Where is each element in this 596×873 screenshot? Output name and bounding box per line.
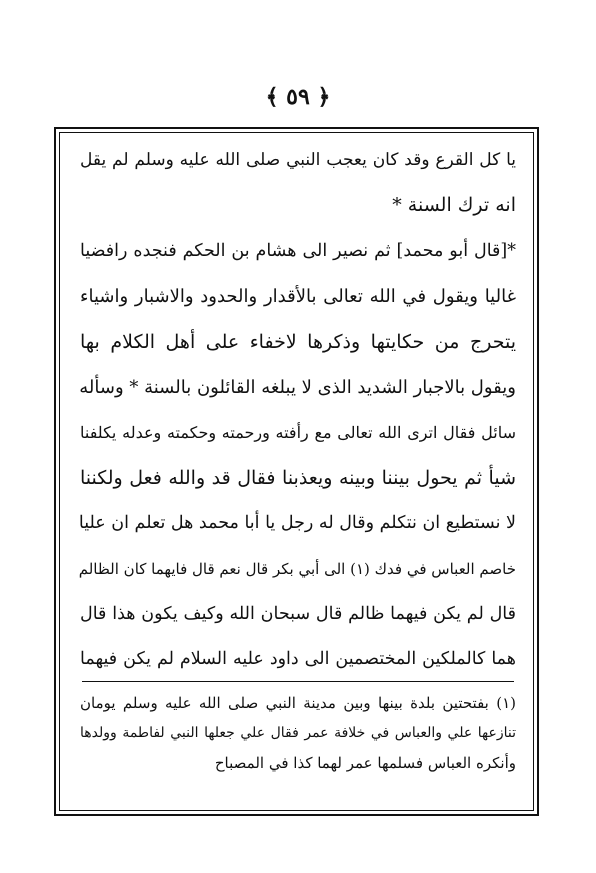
text-line: لا نستطيع ان نتكلم وقال له رجل يا أبا محمد هل تعلم ان عليا bbox=[78, 513, 516, 534]
footnote-divider bbox=[82, 681, 514, 682]
text-line: قال لم يكن فيهما ظالم قال سبحان الله وكيف يكون هذا قال bbox=[80, 603, 516, 624]
text-line: خاصم العباس في فدك (١) الى أبي بكر قال نعم قال فايهما كان الظالم bbox=[78, 559, 516, 578]
footnote-line: وأنكره العباس فسلمها عمر لهما كذا في المصباح bbox=[214, 754, 516, 772]
text-line: ويقول بالاجبار الشديد الذى لا يبلغه القائلون بالسنة * وسأله bbox=[79, 376, 516, 398]
text-line: سائل فقال اترى الله تعالى مع رأفته ورحمته وحكمته وعدله يكلفنا bbox=[80, 423, 516, 443]
main-text bbox=[80, 138, 516, 683]
text-line: هما كالملكين المختصمين الى داود عليه السلام لم يكن فيهما bbox=[80, 649, 516, 670]
text-line: يا كل القرع وقد كان يعجب النبي صلى الله عليه وسلم لم يقل bbox=[80, 150, 516, 170]
text-line: يتحرج من حكايتها وذكرها لاخفاء على أهل الكلام بها bbox=[80, 330, 516, 353]
text-line: شيأ ثم يحول بيننا وبينه ويعذبنا فقال قد والله فعل ولكننا bbox=[80, 466, 516, 489]
page-number: ﴿ ٥٩ ﴾ bbox=[265, 84, 331, 110]
text-line: *[قال أبو محمد] ثم نصير الى هشام بن الحكم فنجده رافضيا bbox=[80, 240, 516, 261]
footnote-line: تنازعها علي والعباس في خلافة عمر فقال علي جعلها النبي لفاطمة وولدها bbox=[80, 725, 516, 741]
footnote-line: (١) بفتحتين بلدة بينها وبين مدينة النبي صلى الله عليه وسلم يومان bbox=[80, 694, 516, 712]
text-line: انه ترك السنة * bbox=[392, 194, 516, 217]
text-line: غاليا ويقول في الله تعالى بالأقدار والحدود والاشبار واشياء bbox=[80, 286, 516, 308]
footnotes bbox=[80, 688, 516, 778]
